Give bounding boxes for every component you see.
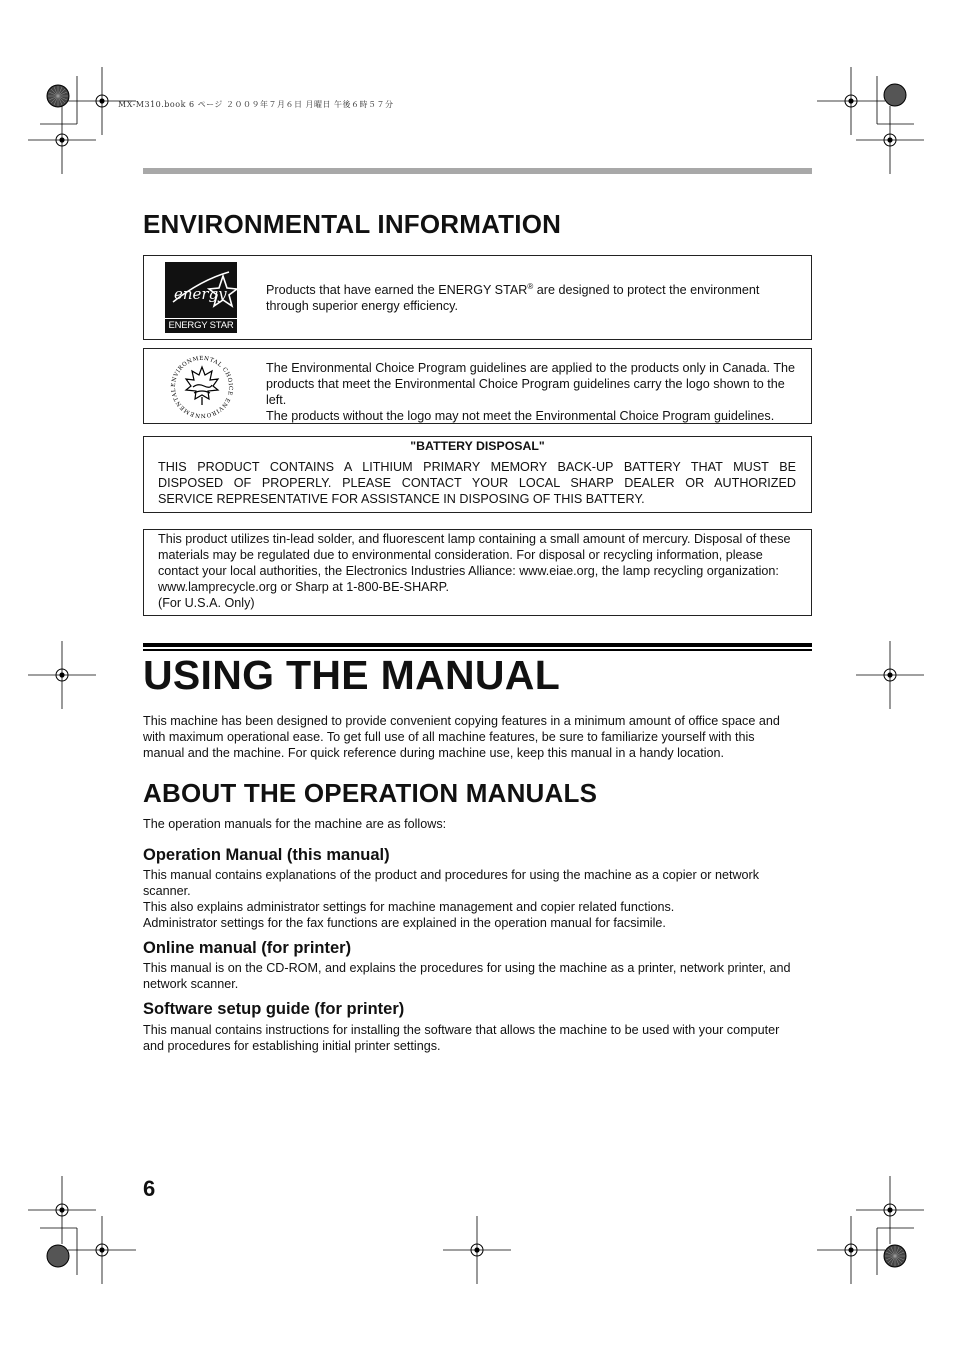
ecologo-icon bbox=[168, 353, 236, 421]
about-intro: The operation manuals for the machine are as follows: bbox=[143, 817, 447, 831]
mercury-line: www.lamprecycle.org or Sharp at 1-800-BE-SHARP. bbox=[158, 580, 449, 594]
section-line: Administrator settings for the fax functions are explained in the operation manual for facsimile. bbox=[143, 916, 666, 930]
section-heading-software-setup: Software setup guide (for printer) bbox=[143, 1000, 405, 1018]
mercury-line: This product utilizes tin-lead solder, and fluorescent lamp containing a small amount of mercury. Disposal of these bbox=[158, 532, 791, 546]
intro-line: with maximum operational ease. To get full use of all machine features, be sure to familiarize yourself with this bbox=[143, 730, 755, 744]
environmental-title: ENVIRONMENTAL INFORMATION bbox=[143, 209, 562, 239]
chapter-intro bbox=[143, 713, 812, 761]
section-body-online-manual bbox=[143, 960, 812, 992]
battery-heading: "BATTERY DISPOSAL" bbox=[410, 439, 545, 453]
section-body-operation-manual bbox=[143, 867, 812, 931]
chapter-rule-thick bbox=[143, 643, 812, 647]
energy-star-icon bbox=[165, 262, 237, 319]
chapter-title: USING THE MANUAL bbox=[143, 652, 561, 698]
ecologo-line: products that meet the Environmental Choice Program guidelines carry the logo shown to the left. bbox=[266, 377, 785, 407]
about-title: ABOUT THE OPERATION MANUALS bbox=[143, 778, 598, 808]
print-header: MX-M310.book 6 ページ ２００９年７月６日 月曜日 午後６時５７分 bbox=[118, 100, 394, 109]
energy-star-text-after: are designed to protect the environment bbox=[533, 283, 760, 298]
energy-script: energy bbox=[174, 285, 227, 303]
energy-star-logo bbox=[165, 262, 237, 333]
registered-mark: ® bbox=[527, 282, 534, 291]
ecologo-line: The Environmental Choice Program guidelines are applied to the products only in Canada. The bbox=[266, 361, 796, 375]
section-line: This manual contains instructions for installing the software that allows the machine to be used with your computer bbox=[143, 1023, 780, 1037]
section-heading-operation-manual: Operation Manual (this manual) bbox=[143, 846, 390, 864]
section-line: This manual contains explanations of the product and procedures for using the machine as a copier or network bbox=[143, 868, 760, 882]
energy-star-text-line2: through superior energy efficiency. bbox=[266, 299, 459, 314]
section-line: and procedures for establishing initial printer settings. bbox=[143, 1039, 441, 1053]
battery-line: SERVICE REPRESENTATIVE FOR ASSISTANCE IN DISPOSING OF THIS BATTERY. bbox=[158, 492, 645, 506]
intro-line: manual and the machine. For quick reference during machine use, keep this manual in a handy location. bbox=[143, 746, 725, 760]
page-number: 6 bbox=[143, 1176, 156, 1201]
energy-star-text bbox=[266, 279, 796, 314]
battery-text bbox=[158, 459, 796, 507]
section-body-software-setup bbox=[143, 1022, 812, 1054]
section-heading-online-manual: Online manual (for printer) bbox=[143, 939, 352, 957]
mercury-line: (For U.S.A. Only) bbox=[158, 596, 255, 610]
energy-star-label: ENERGY STAR bbox=[165, 318, 237, 333]
ecologo-line: The products without the logo may not meet the Environmental Choice Program guidelines. bbox=[266, 409, 775, 423]
ecologo-text bbox=[266, 360, 806, 424]
mercury-line: contact your local authorities, the Electronics Industries Alliance: www.eiae.org, the lamp recycling organization: bbox=[158, 564, 779, 578]
section-line: This also explains administrator settings for machine management and copier related functions. bbox=[143, 900, 675, 914]
energy-star-text-before: Products that have earned the ENERGY STAR bbox=[266, 283, 528, 298]
top-rule bbox=[143, 168, 812, 174]
intro-line: This machine has been designed to provide convenient copying features in a minimum amount of office space and bbox=[143, 714, 780, 728]
battery-line: THIS PRODUCT CONTAINS A LITHIUM PRIMARY MEMORY BACK-UP BATTERY THAT MUST BE bbox=[158, 460, 796, 474]
chapter-rule-thin bbox=[143, 649, 812, 651]
battery-line: DISPOSED OF PROPERLY. PLEASE CONTACT YOUR LOCAL SHARP DEALER OR AUTHORIZED bbox=[158, 476, 796, 490]
section-line: This manual is on the CD-ROM, and explains the procedures for using the machine as a printer, network printer, and bbox=[143, 961, 791, 975]
mercury-line: materials may be regulated due to environmental consideration. For disposal or recycling information, please bbox=[158, 548, 763, 562]
section-line: network scanner. bbox=[143, 977, 239, 991]
ecologo-ring-text: ENVIRONMENTAL CHOICE ENVIRONNEMENTAL bbox=[170, 355, 234, 419]
section-line: scanner. bbox=[143, 884, 191, 898]
mercury-text bbox=[158, 531, 810, 611]
